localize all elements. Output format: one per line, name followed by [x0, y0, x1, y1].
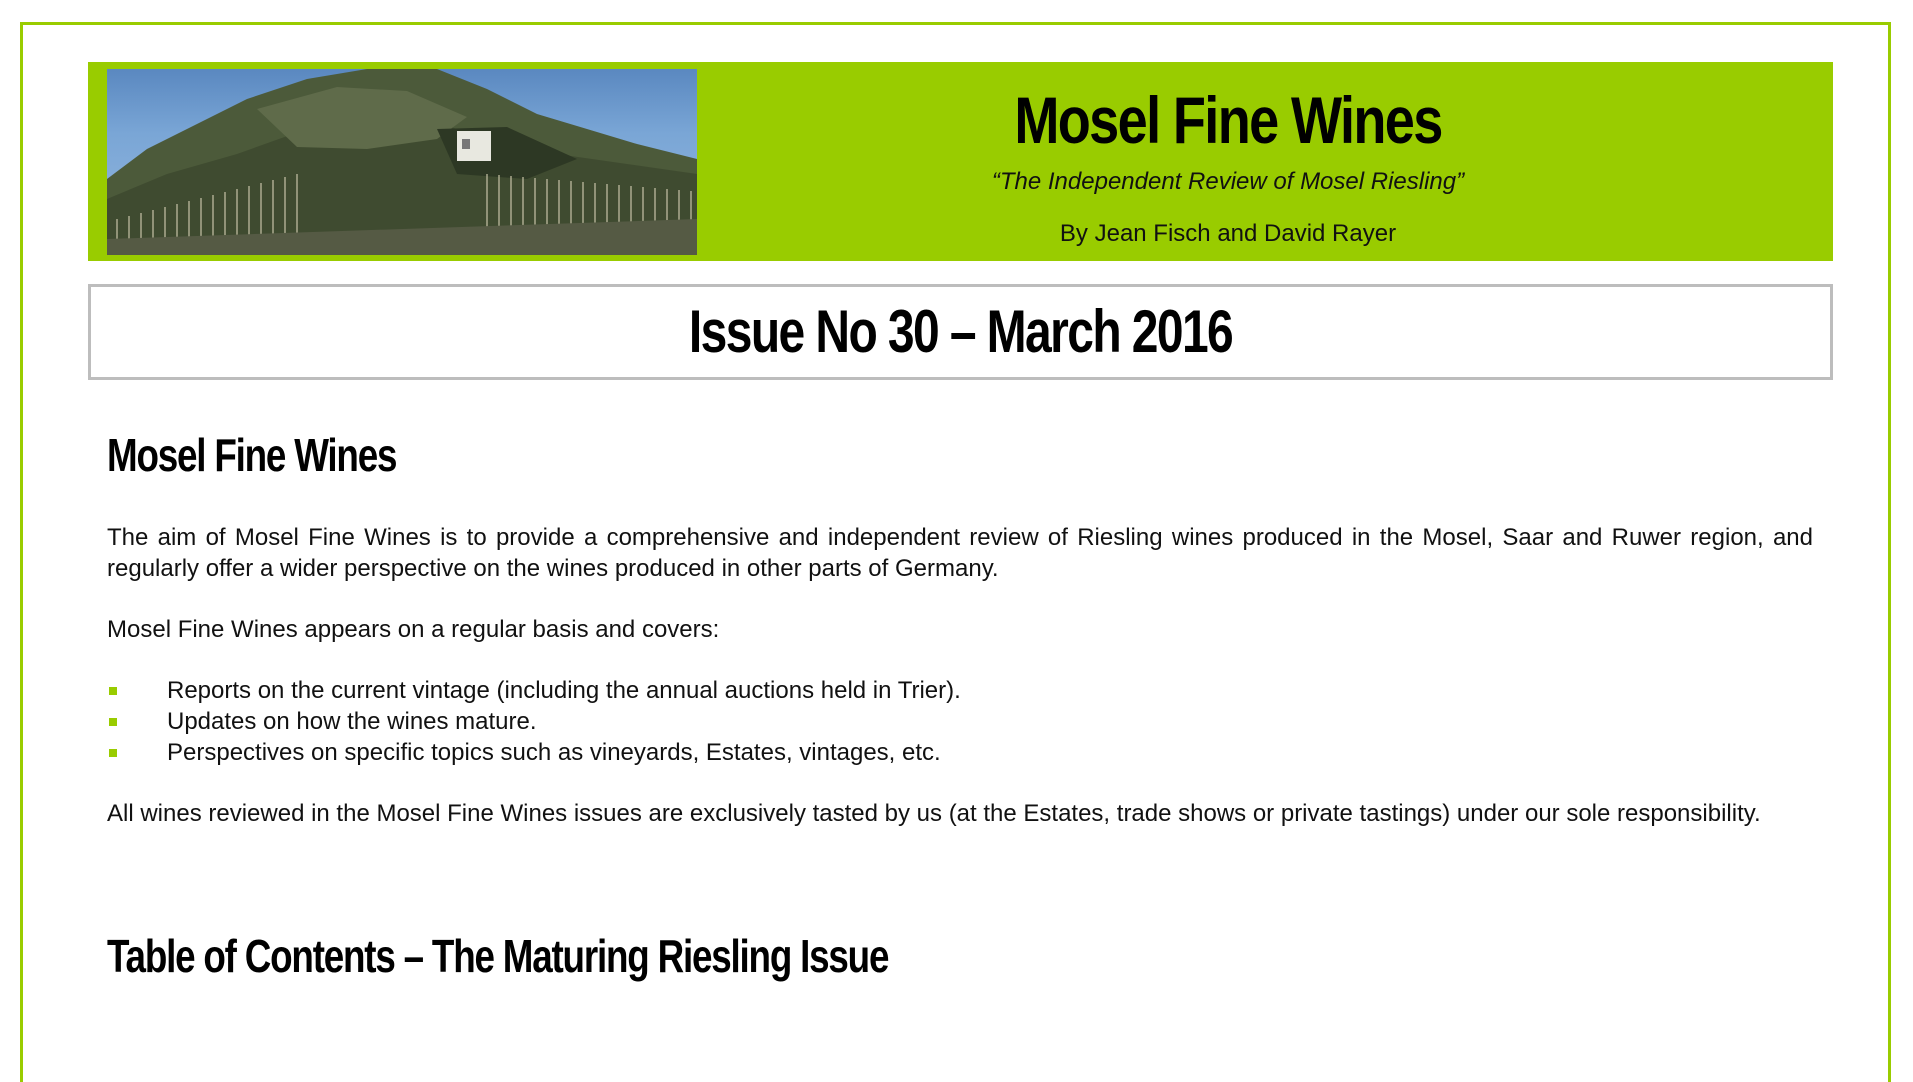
intro-paragraph-1: The aim of Mosel Fine Wines is to provide a comprehensive and independent review of Riesling wines produced in the Mosel, Saar and Ruwer region, and regularly offer a wider perspective on the wines produced in other parts of Germany.	[107, 524, 1813, 582]
main-content	[107, 420, 1813, 991]
intro-paragraph-3: All wines reviewed in the Mosel Fine Wines issues are exclusively tasted by us (at the Estates, trade shows or private tastings) under our sole responsibility.	[107, 800, 1761, 827]
issue-box	[88, 284, 1833, 380]
toc-heading: Table of Contents – The Maturing Riesling Issue	[107, 930, 889, 982]
publication-tagline: “The Independent Review of Mosel Riesling”	[991, 168, 1465, 195]
list-item	[107, 675, 1813, 706]
intro-paragraph-2: Mosel Fine Wines appears on a regular basis and covers:	[107, 616, 720, 643]
intro-heading: Mosel Fine Wines	[107, 429, 397, 481]
bullet-icon	[109, 749, 117, 757]
list-item	[107, 706, 1813, 737]
header-banner	[88, 62, 1833, 261]
publication-title: Mosel Fine Wines	[1014, 83, 1442, 157]
issue-title: Issue No 30 – March 2016	[688, 298, 1233, 365]
publication-byline: By Jean Fisch and David Rayer	[1059, 220, 1397, 247]
list-item-text: Reports on the current vintage (including the annual auctions held in Trier).	[167, 677, 961, 704]
vineyard-photo	[107, 69, 697, 255]
list-item-text: Updates on how the wines mature.	[167, 708, 537, 735]
banner-text	[728, 62, 1728, 261]
bullet-icon	[109, 718, 117, 726]
list-item	[107, 737, 1813, 768]
bullet-icon	[109, 687, 117, 695]
list-item-text: Perspectives on specific topics such as vineyards, Estates, vintages, etc.	[167, 739, 941, 766]
coverage-list	[107, 675, 1813, 768]
